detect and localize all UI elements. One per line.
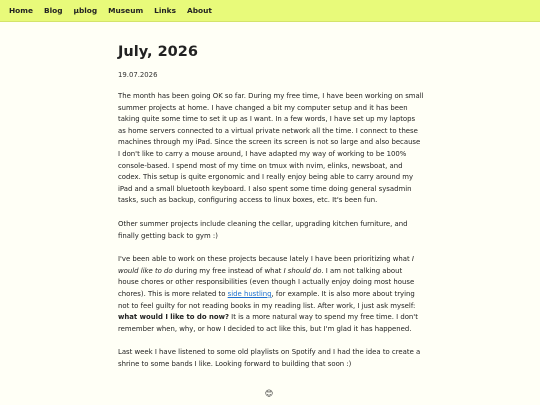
- side-hustling-link[interactable]: side hustling: [227, 289, 272, 298]
- paragraph-text: I've been able to work on these projects because lately I have been prioritizing what: [118, 255, 412, 264]
- nav-museum-link[interactable]: Museum: [108, 5, 144, 15]
- post-content: [118, 42, 424, 370]
- nav-about-link[interactable]: About: [187, 5, 212, 15]
- top-navigation: [0, 0, 540, 22]
- post-title: July, 2026: [118, 44, 198, 60]
- nav-microblog-link[interactable]: µblog: [73, 5, 98, 15]
- smiley-icon: 😊: [264, 389, 274, 398]
- nav-links-link[interactable]: Links: [154, 5, 176, 15]
- paragraph-text: during my free instead of what: [172, 266, 284, 275]
- emphasis-text: I should do: [283, 266, 322, 275]
- paragraph-text: It is a more natural way to spend my free time. I don't remember when, why, or how I decided to act like this, but I'm glad it has happened.: [118, 313, 418, 333]
- emphasis-text: I would like to do: [118, 255, 414, 275]
- post-paragraph-4: Last week I have listened to some old playlists on Spotify and I had the idea to create a shrine to some bands I like. Looking forward to building that soon :): [118, 348, 421, 368]
- bold-question: what would I like to do now?: [118, 313, 229, 322]
- paragraph-text: , for example. It is also more about trying not to feel guilty for not reading books in my reading list. After work, I just ask myself:: [118, 289, 416, 310]
- nav-home-link[interactable]: Home: [9, 5, 33, 15]
- post-paragraph-3: [118, 254, 424, 335]
- nav-blog-link[interactable]: Blog: [43, 5, 63, 15]
- paragraph-text: . I am not talking about house chores or other responsibilities (even though I actually enjoy doing most house chores). This is more related to: [118, 266, 415, 298]
- post-paragraph-2: Other summer projects include cleaning the cellar, upgrading kitchen furniture, and finally getting back to gym :): [118, 219, 408, 240]
- post-date: 19.07.2026: [118, 71, 158, 79]
- post-paragraph-1: The month has been going OK so far. During my free time, I have been working on small summer projects at home. I have changed a bit my computer setup and it has been taking quite some time to set it up as I want. In a few words, I have set up my laptops as home servers connected to a virtual private network all the time. I connect to these machines through my iPad. Since the screen its screen is not so large and also because I don't like to carry a mouse around, I have adapted my way of working to be 100% console-based. I spend most of my time on tmux with nvim, elinks, newsboat, and codex. This setup is quite ergonomic and I really enjoy being able to carry around my iPad and a small bluetooth keyboard. I also spent some time doing general sysadmin tasks, such as backup, configuring access to linux boxes, etc. It's been fun.: [118, 92, 424, 205]
